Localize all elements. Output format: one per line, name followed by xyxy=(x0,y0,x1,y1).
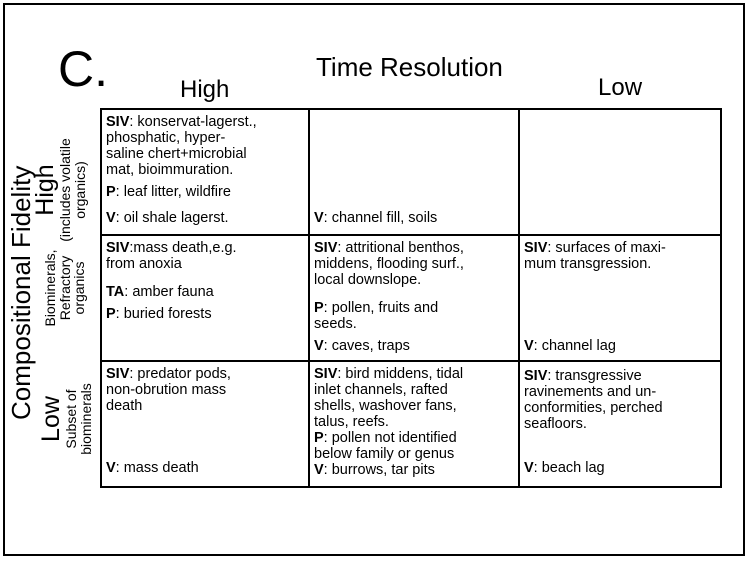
time-resolution-title: Time Resolution xyxy=(316,52,503,82)
row-label-high-sub1: (includes volatile xyxy=(57,138,73,242)
cell-high-high xyxy=(106,114,306,232)
entry-text: : konservat-lagerst., xyxy=(129,114,257,130)
row-label-low-sub2: biominerals xyxy=(77,383,94,455)
cell-entry-siv xyxy=(314,240,464,288)
entry-text: : buried forests xyxy=(115,306,212,322)
entry-text: seeds. xyxy=(314,316,357,332)
cell-entry-siv xyxy=(106,366,231,414)
entry-text: conformities, perched xyxy=(524,400,663,416)
cell-entry-ta xyxy=(106,284,214,300)
row-label-mid-line1: Biominerals, xyxy=(42,249,58,327)
row-label-low-text: Low xyxy=(37,396,65,442)
entry-text: : mass death xyxy=(115,460,199,476)
row-label-mid-line3: organics xyxy=(71,261,88,315)
entry-text: mum transgression. xyxy=(524,256,652,272)
grid-divider-col2 xyxy=(518,110,520,486)
cell-mid-high xyxy=(106,240,306,358)
tag-p: P xyxy=(106,306,116,322)
cell-low-mid xyxy=(314,366,516,488)
cell-entry-p xyxy=(314,300,438,332)
cell-entry-siv xyxy=(106,114,257,178)
row-label-high-text: High xyxy=(31,164,59,216)
cell-entry-siv xyxy=(524,368,663,432)
row-label-low xyxy=(39,361,97,477)
cell-entry-siv xyxy=(106,240,237,272)
entry-text: : transgressive xyxy=(547,368,642,384)
cell-low-high xyxy=(106,366,306,486)
compositional-fidelity-title: Compositional Fidelity xyxy=(6,165,36,420)
entry-text: : pollen, fruits and xyxy=(323,300,439,316)
grid-divider-row1 xyxy=(102,234,720,236)
entry-text: : oil shale lagerst. xyxy=(115,210,229,226)
entry-text: : channel fill, soils xyxy=(323,210,438,226)
entry-text: local downslope. xyxy=(314,272,422,288)
tag-p: P xyxy=(314,430,324,446)
grid-divider-row2 xyxy=(102,360,720,362)
cell-entry-v xyxy=(524,460,605,476)
entry-text: non-obrution mass xyxy=(106,382,227,398)
row-label-mid-line2: Refractory xyxy=(56,255,73,321)
entry-text: mat, bioimmuration. xyxy=(106,162,234,178)
entry-text: saline chert+microbial xyxy=(106,146,247,162)
entry-text: : leaf litter, wildfire xyxy=(115,184,231,200)
cell-entry-siv xyxy=(314,366,463,430)
entry-text: below family or genus xyxy=(314,446,455,462)
tag-v: V xyxy=(314,338,324,354)
entry-text: : predator pods, xyxy=(129,366,231,382)
cell-entry-v xyxy=(314,210,437,226)
entry-text: : bird middens, tidal xyxy=(337,366,464,382)
cell-entry-p xyxy=(106,306,212,322)
grid-divider-col1 xyxy=(308,110,310,486)
tag-siv: SIV xyxy=(106,114,130,130)
entry-text: talus, reefs. xyxy=(314,414,389,430)
cell-entry-p xyxy=(314,430,457,462)
tag-p: P xyxy=(106,184,116,200)
cell-entry-v xyxy=(106,460,199,476)
tag-siv: SIV xyxy=(106,240,130,256)
tag-v: V xyxy=(106,460,116,476)
tag-p: P xyxy=(314,300,324,316)
entry-text: : channel lag xyxy=(533,338,616,354)
tag-siv: SIV xyxy=(524,368,548,384)
tag-ta: TA xyxy=(106,284,125,300)
tag-v: V xyxy=(314,210,324,226)
cell-entry-v xyxy=(106,210,229,226)
entry-text: : attritional benthos, xyxy=(337,240,464,256)
entry-text: : amber fauna xyxy=(124,284,214,300)
cell-low-low xyxy=(524,368,718,486)
tag-siv: SIV xyxy=(524,240,548,256)
cell-mid-mid xyxy=(314,240,516,358)
entry-text: : beach lag xyxy=(533,460,605,476)
fidelity-grid xyxy=(100,108,722,488)
entry-text: death xyxy=(106,398,143,414)
panel-label: C. xyxy=(58,41,108,97)
entry-text: ravinements and un- xyxy=(524,384,657,400)
row-label-low-sub1: Subset of xyxy=(63,389,79,449)
tag-siv: SIV xyxy=(314,240,338,256)
entry-text: middens, flooding surf., xyxy=(314,256,464,272)
entry-text: : surfaces of maxi- xyxy=(547,240,666,256)
entry-text: shells, washover fans, xyxy=(314,398,457,414)
cell-mid-low xyxy=(524,240,718,358)
tag-siv: SIV xyxy=(314,366,338,382)
cell-entry-v xyxy=(314,462,435,478)
entry-text: phosphatic, hyper- xyxy=(106,130,226,146)
column-header-high: High xyxy=(180,76,230,103)
tag-v: V xyxy=(524,460,534,476)
entry-text: from anoxia xyxy=(106,256,182,272)
cell-entry-v xyxy=(524,338,616,354)
cell-high-mid xyxy=(314,114,514,232)
entry-text: seafloors. xyxy=(524,416,587,432)
entry-text: : pollen not identified xyxy=(323,430,457,446)
tag-v: V xyxy=(106,210,116,226)
cell-entry-siv xyxy=(524,240,666,272)
cell-entry-v xyxy=(314,338,410,354)
entry-text: :mass death,e.g. xyxy=(129,240,237,256)
column-header-low: Low xyxy=(598,74,643,101)
entry-text: : burrows, tar pits xyxy=(323,462,435,478)
row-label-mid xyxy=(43,238,93,338)
tag-v: V xyxy=(314,462,324,478)
cell-entry-p xyxy=(106,184,231,200)
entry-text: inlet channels, rafted xyxy=(314,382,448,398)
row-label-high-sub2: organics) xyxy=(71,161,88,219)
tag-siv: SIV xyxy=(106,366,130,382)
tag-v: V xyxy=(524,338,534,354)
entry-text: : caves, traps xyxy=(323,338,410,354)
